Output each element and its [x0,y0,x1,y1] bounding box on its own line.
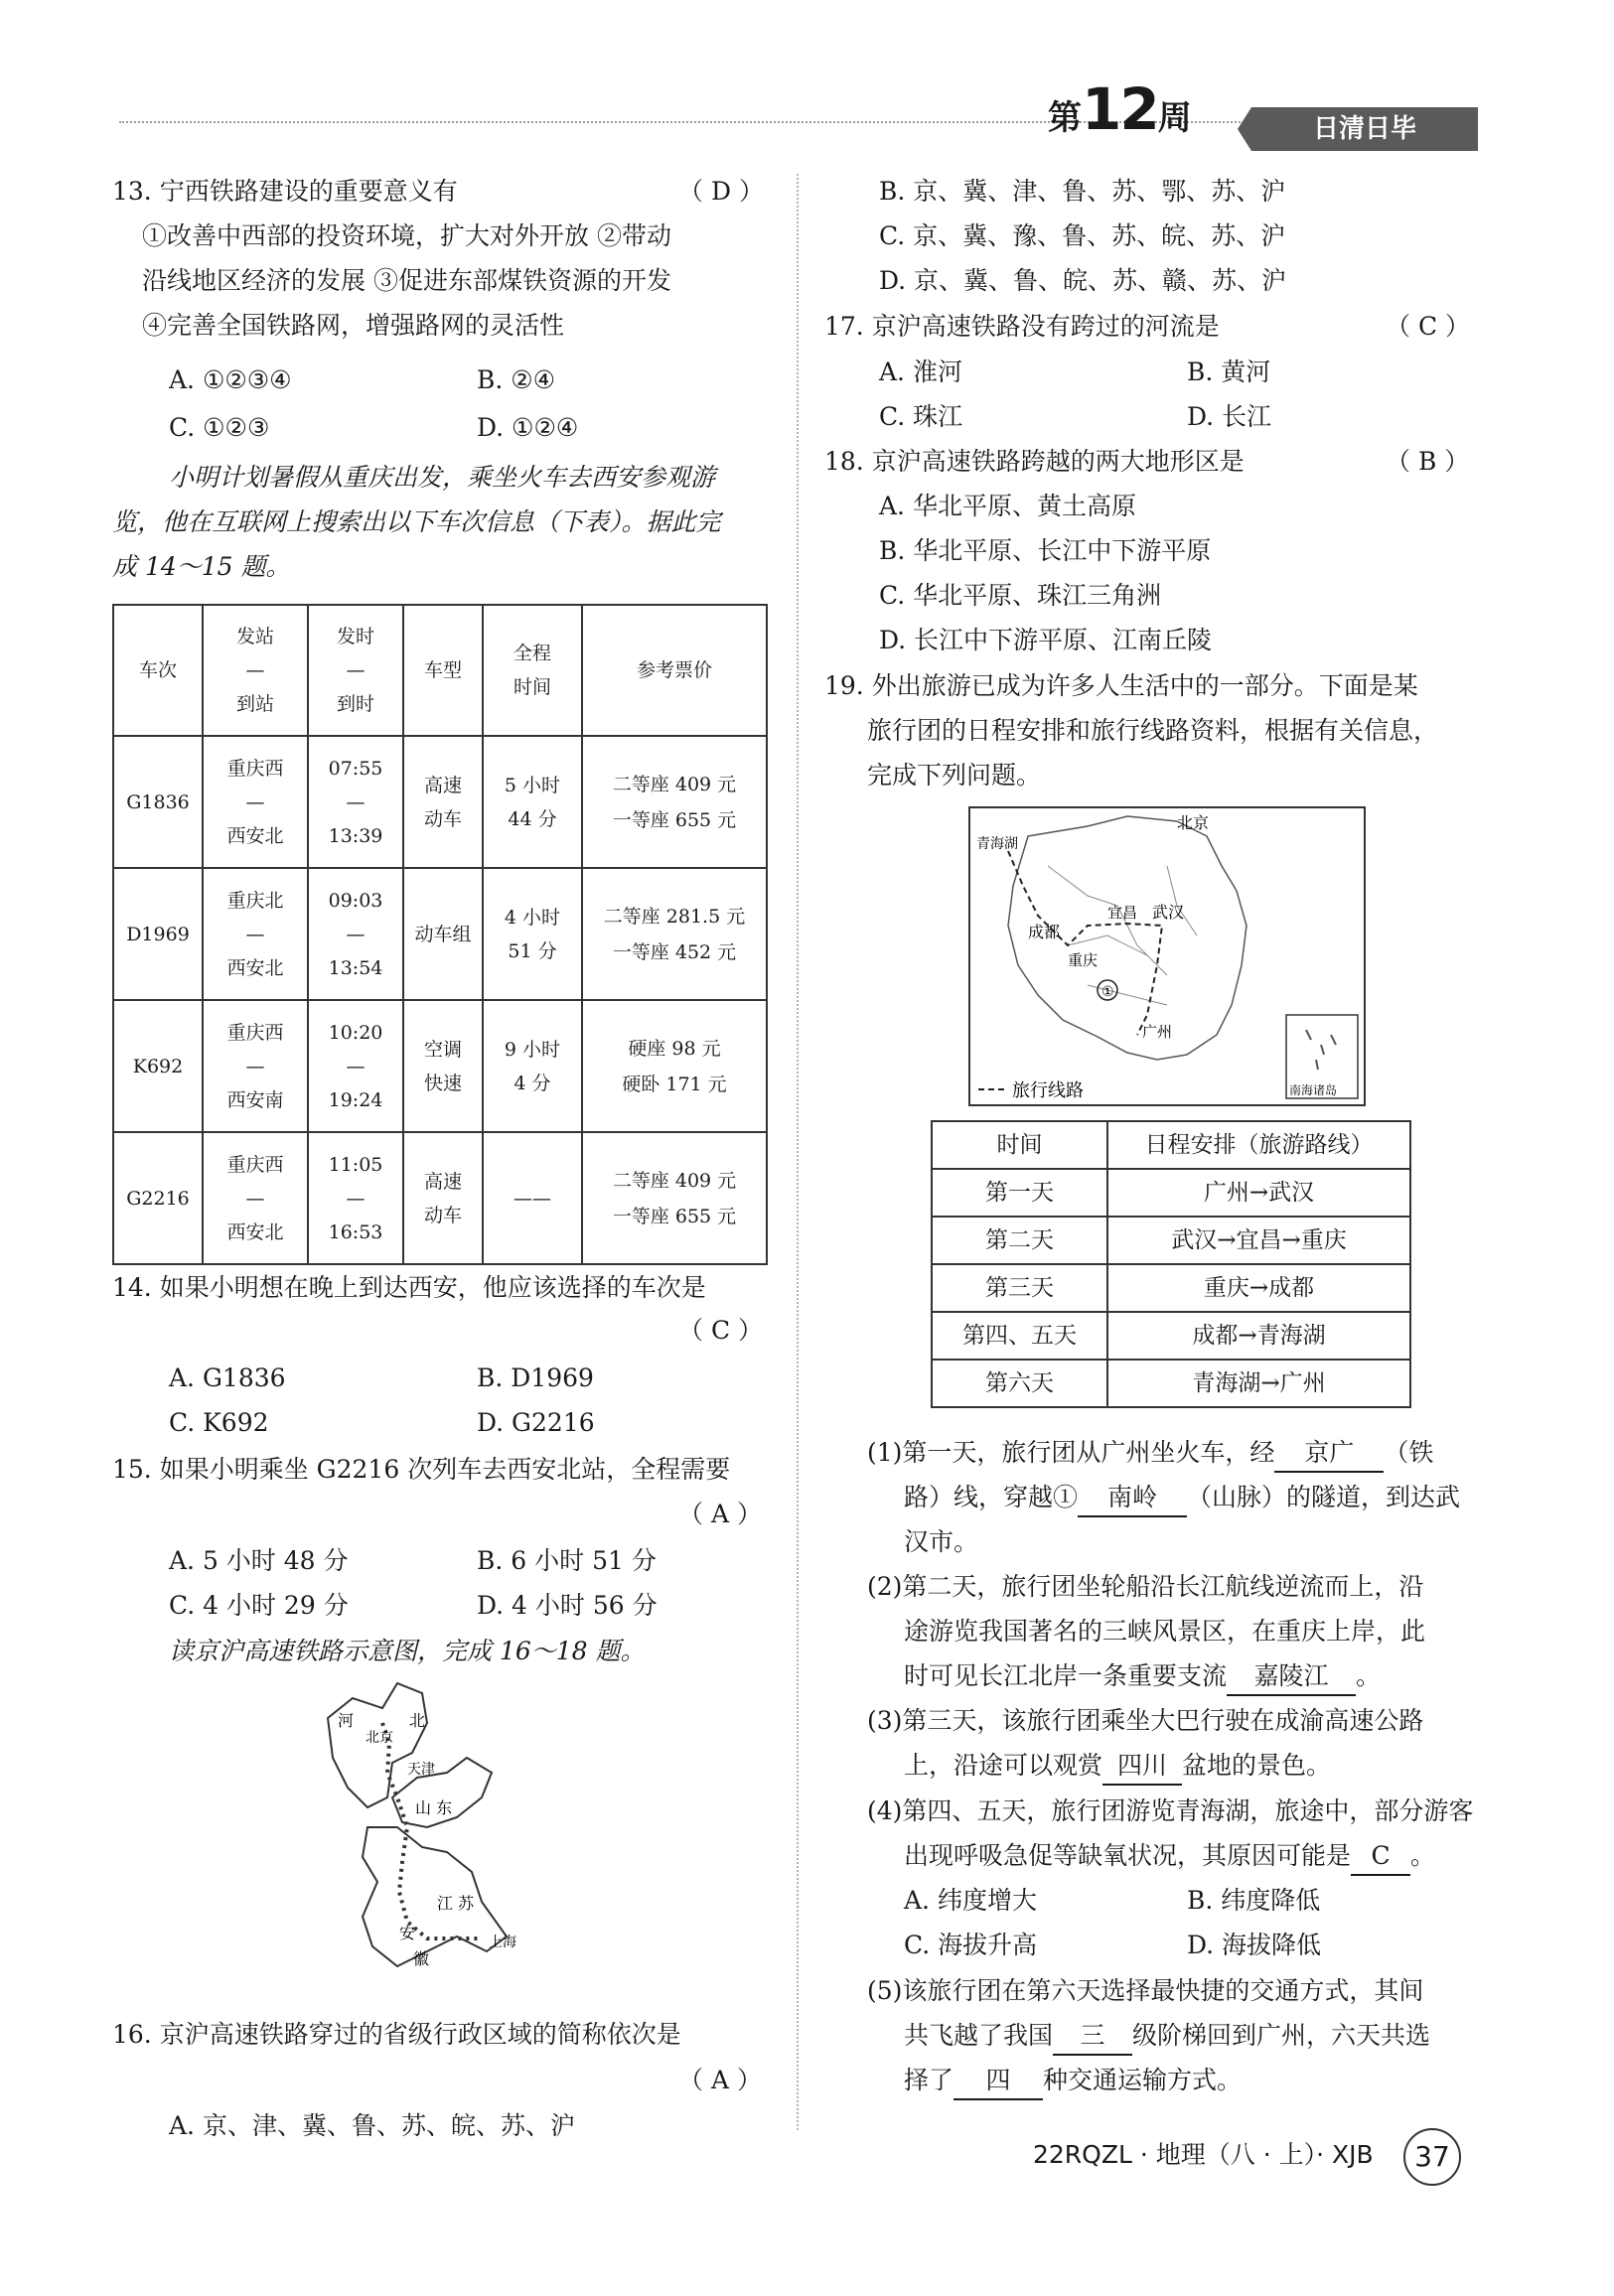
cell-day: 第六天 [932,1360,1107,1407]
q19-sub1-line3: 汉市。 [904,1527,979,1556]
q19-sub1-text1: (1)第一天，旅行团从广州坐火车，经 [867,1438,1275,1467]
map1-label-jiangsu: 江 苏 [437,1894,475,1913]
cell-type-1: 空调 [423,1038,462,1061]
week-suffix: 周 [1157,98,1192,138]
intro-16-18: 读京沪高速铁路示意图，完成 16～18 题。 [169,1637,646,1665]
map1-label-anhui1: 安 [399,1924,416,1942]
cell-day: 第二天 [932,1217,1107,1264]
cell-day: 第四、五天 [932,1312,1107,1360]
cell-price-1: 二等座 409 元 [612,773,737,795]
cell-arr: 13:39 [328,824,383,847]
cell-duration [483,1000,582,1132]
q15-option-c: C. 4 小时 29 分 [169,1591,349,1620]
cell-to: 西安北 [226,1220,284,1243]
week-title [1048,75,1192,148]
q14-answer: （ C ） [678,1316,764,1345]
cell-type-2: 动车 [423,807,462,830]
th-duration-2: 时间 [513,676,551,698]
cell-type [403,1132,483,1264]
q19-sub2-period: 。 [1356,1661,1382,1690]
cell-from: 重庆西 [226,1021,284,1044]
q13-stem: 13. 宁西铁路建设的重要意义有 [112,177,458,206]
table-row [932,1217,1410,1264]
th-duration-1: 全程 [513,643,551,664]
q19-sub4-option-b: B. 纬度降低 [1187,1886,1321,1915]
cell-station [203,1000,308,1132]
q19-sub5-text3: 择了 [904,2066,954,2094]
map2-label-chengdu: 成都 [1028,923,1061,941]
q14-stem: 14. 如果小明想在晚上到达西安，他应该选择的车次是 [112,1273,706,1302]
week-number: 12 [1082,75,1158,143]
q19-sub4-option-c: C. 海拔升高 [904,1931,1038,1959]
map1-label-beijing: 北京 [366,1730,393,1746]
beijing-shanghai-rail-map [308,1678,596,1996]
q19-sub5-text4: 种交通运输方式。 [1043,2066,1243,2094]
cell-time [308,1000,403,1132]
q15-option-b: B. 6 小时 51 分 [477,1546,657,1575]
cell-dep: 11:05 [328,1153,383,1176]
cell-station [203,868,308,1000]
map2-label-yichang: 宜昌 [1107,904,1138,922]
week-prefix: 第 [1048,98,1082,138]
cell-type-2: 动车 [423,1204,462,1226]
q13-answer: （ D ） [678,177,764,206]
th-time-dash: — [346,659,366,681]
cell-type-1: 高速 [423,1170,462,1193]
cell-type [403,1000,483,1132]
cell-arr: 19:24 [328,1088,383,1111]
q19-sub1-line1 [867,1430,1433,1475]
q19-sub1-line2 [904,1475,1460,1519]
th-route: 日程安排（旅游路线） [1107,1121,1410,1169]
map1-label-tianjin: 天津 [407,1762,435,1778]
train-table-header [113,605,767,736]
q19-sub5-answer-modes: 四 [954,2063,1043,2100]
cell-duration-1: —— [514,1187,551,1210]
travel-route-map [968,806,1366,1106]
cell-dash: — [346,923,366,945]
th-duration [483,605,582,736]
train-schedule-table [112,604,768,1265]
q16-option-a: A. 京、津、冀、鲁、苏、皖、苏、沪 [169,2111,575,2140]
map2-label-guangzhou: 广州 [1142,1023,1173,1041]
table-row [113,736,767,868]
q19-sub4-line2 [904,1833,1435,1878]
cell-arr: 13:54 [328,956,383,979]
q15-option-d: D. 4 小时 56 分 [477,1591,658,1620]
badge-arrow [1238,107,1251,151]
map2-label-circle1: ① [1101,984,1114,1000]
q19-sub5-text2: 级阶梯回到广州，六天共选 [1132,2021,1431,2050]
table-row [932,1312,1410,1360]
q19-sub4-text: 出现呼吸急促等缺氧状况，其原因可能是 [904,1841,1352,1870]
cell-price [582,868,767,1000]
cell-to: 西安北 [226,956,284,979]
q19-stem-1: 19. 外出旅游已成为许多人生活中的一部分。下面是某 [824,671,1418,700]
cell-from: 重庆西 [226,1153,284,1176]
q13-option-c: C. ①②③ [169,413,270,442]
q13-body-2: 沿线地区经济的发展 ③促进东部煤铁资源的开发 [142,266,671,295]
cell-type-1: 高速 [423,774,462,796]
map2-label-nanhai: 南海诸岛 [1289,1083,1338,1097]
cell-duration-2: 44 分 [508,807,557,830]
map1-label-anhui2: 徽 [413,1949,430,1968]
map2-label-qinghai: 青海湖 [976,836,1018,852]
cell-price-1: 二等座 281.5 元 [603,905,746,928]
cell-dep: 09:03 [328,889,383,912]
q18-option-b: B. 华北平原、长江中下游平原 [879,536,1212,565]
cell-duration-2: 51 分 [508,939,557,962]
q19-stem-3: 完成下列问题。 [867,761,1042,789]
q14-option-c: C. K692 [169,1408,269,1437]
intro-14-15-line2: 览，他在互联网上搜索出以下车次信息（下表）。据此完 [112,507,721,536]
cell-train: G1836 [113,736,203,868]
cell-price-2: 一等座 655 元 [612,808,737,831]
cell-train: K692 [113,1000,203,1132]
cell-price-1: 二等座 409 元 [612,1169,737,1192]
cell-type [403,868,483,1000]
map1-label-shanghai: 上海 [489,1935,516,1950]
cell-train: G2216 [113,1132,203,1264]
q17-option-a: A. 淮河 [879,358,962,386]
q19-sub3-text1: 上，沿途可以观赏 [904,1751,1103,1780]
cell-route: 广州→武汉 [1107,1169,1410,1217]
q19-sub4-period: 。 [1410,1841,1436,1870]
th-station-dash: — [245,659,265,681]
q14-option-d: D. G2216 [477,1408,595,1437]
th-station-to: 到站 [235,693,274,715]
table-row [113,1000,767,1132]
cell-route: 成都→青海湖 [1107,1312,1410,1360]
q13-body-3: ④完善全国铁路网，增强路网的灵活性 [142,311,565,340]
th-price: 参考票价 [582,605,767,736]
q19-sub3-line2 [904,1743,1331,1788]
q16-option-d: D. 京、冀、鲁、皖、苏、赣、苏、沪 [879,266,1287,295]
q19-sub1-text3: 路）线，穿越① [904,1483,1079,1511]
cell-duration-1: 9 小时 [504,1038,561,1061]
map2-label-chongqing: 重庆 [1068,951,1099,969]
q19-sub2-line1: (2)第二天，旅行团坐轮船沿长江航线逆流而上，沿 [867,1572,1424,1601]
cell-duration-1: 5 小时 [504,774,561,796]
q19-sub1-answer-railway: 京广 [1274,1435,1384,1473]
cell-dash: — [245,923,265,945]
q19-sub5-line3 [904,2058,1242,2102]
q13-body-1: ①改善中西部的投资环境，扩大对外开放 ②带动 [142,221,671,250]
cell-station [203,736,308,868]
q14-option-a: A. G1836 [169,1363,286,1392]
map1-label-shandong: 山 东 [415,1798,453,1817]
q18-option-a: A. 华北平原、黄土高原 [879,492,1136,520]
cell-duration [483,868,582,1000]
q14-option-b: B. D1969 [477,1363,594,1392]
q19-sub1-text2: （铁 [1384,1438,1434,1467]
cell-time [308,1132,403,1264]
cell-station [203,1132,308,1264]
q17-answer: （ C ） [1386,312,1471,341]
cell-price-1: 硬座 98 元 [628,1037,721,1060]
q19-sub4-line1: (4)第四、五天，旅行团游览青海湖，旅途中，部分游客 [867,1796,1474,1825]
cell-day: 第一天 [932,1169,1107,1217]
q19-sub5-text1: 共飞越了我国 [904,2021,1054,2050]
cell-price-2: 一等座 452 元 [612,940,737,963]
q16-stem: 16. 京沪高速铁路穿过的省级行政区域的简称依次是 [112,2020,681,2049]
q19-sub2-line2: 途游览我国著名的三峡风景区，在重庆上岸，此 [904,1617,1426,1646]
th-time-dep: 发时 [336,626,374,647]
th-type: 车型 [403,605,483,736]
cell-route: 武汉→宜昌→重庆 [1107,1217,1410,1264]
th-day: 时间 [932,1121,1107,1169]
q16-option-c: C. 京、冀、豫、鲁、苏、皖、苏、沪 [879,221,1286,250]
q16-answer: （ A ） [678,2066,762,2094]
map2-label-wuhan: 武汉 [1152,903,1185,922]
cell-route: 重庆→成都 [1107,1264,1410,1312]
table-row [932,1169,1410,1217]
cell-arr: 16:53 [328,1220,383,1243]
q19-sub5-answer-steps: 三 [1053,2018,1132,2056]
cell-from: 重庆北 [226,889,284,912]
cell-route: 青海湖→广州 [1107,1360,1410,1407]
table-row [932,1264,1410,1312]
map2-label-beijing: 北京 [1177,813,1210,832]
cell-dep: 10:20 [328,1021,383,1044]
q19-sub3-text2: 盆地的景色。 [1182,1751,1332,1780]
q18-option-d: D. 长江中下游平原、江南丘陵 [879,626,1213,654]
q17-option-d: D. 长江 [1187,402,1272,431]
q17-stem: 17. 京沪高速铁路没有跨过的河流是 [824,312,1220,341]
cell-dash: — [346,1187,366,1210]
q19-stem-2: 旅行团的日程安排和旅行线路资料，根据有关信息， [867,716,1439,745]
province-outline-jiangsu-anhui [363,1827,507,1966]
cell-price-2: 一等座 655 元 [612,1205,737,1227]
q19-sub2-text: 时可见长江北岸一条重要支流 [904,1661,1228,1690]
q19-sub5-line2 [904,2013,1430,2058]
cell-type-2: 快速 [423,1072,462,1094]
page-number: 37 [1403,2128,1461,2186]
q18-answer: （ B ） [1386,447,1470,476]
q19-sub4-option-a: A. 纬度增大 [904,1886,1037,1915]
cell-day: 第三天 [932,1264,1107,1312]
cell-price [582,1000,767,1132]
cell-price-2: 硬卧 171 元 [622,1073,727,1095]
table-row [113,1132,767,1264]
itinerary-header [932,1121,1410,1169]
intro-14-15-line1: 小明计划暑假从重庆出发，乘坐火车去西安参观游 [169,463,716,492]
column-divider [797,174,799,2130]
map2-legend-label: 旅行线路 [1012,1080,1084,1101]
q13-option-a: A. ①②③④ [169,365,292,394]
q17-option-b: B. 黄河 [1187,358,1271,386]
map1-label-hebei2: 北 [409,1711,426,1730]
q13-option-d: D. ①②④ [477,413,579,442]
th-time-arr: 到时 [336,693,374,715]
th-station-from: 发站 [235,626,274,647]
th-time [308,605,403,736]
header-badge: 日清日毕 [1251,107,1478,151]
cell-duration [483,1132,582,1264]
cell-time [308,736,403,868]
cell-type [403,736,483,868]
q15-answer: （ A ） [678,1500,762,1528]
q19-sub2-line3 [904,1653,1381,1698]
cell-dash: — [346,1055,366,1077]
q19-sub1-text4: （山脉）的隧道，到达武 [1187,1483,1461,1511]
cell-duration [483,736,582,868]
q19-sub4-answer: C [1351,1838,1410,1876]
table-row [932,1360,1410,1407]
cell-dash: — [245,790,265,813]
table-row [113,868,767,1000]
q19-sub3-answer-basin: 四川 [1102,1748,1182,1786]
q19-sub1-answer-mountain: 南岭 [1078,1480,1187,1517]
cell-to: 西安南 [226,1088,284,1111]
itinerary-table [931,1120,1411,1408]
q15-stem: 15. 如果小明乘坐 G2216 次列车去西安北站，全程需要 [112,1455,731,1484]
intro-14-15-line3: 成 14～15 题。 [112,552,291,581]
q19-sub4-option-d: D. 海拔降低 [1187,1931,1322,1959]
cell-duration-1: 4 小时 [504,906,561,929]
cell-dash: — [245,1187,265,1210]
cell-dash: — [245,1055,265,1077]
th-station [203,605,308,736]
cell-dep: 07:55 [328,757,383,780]
cell-train: D1969 [113,868,203,1000]
th-train: 车次 [113,605,203,736]
q19-sub5-line1: (5)该旅行团在第六天选择最快捷的交通方式，其间 [867,1976,1424,2005]
cell-price [582,1132,767,1264]
cell-duration-2: 4 分 [514,1072,551,1094]
cell-dash: — [346,790,366,813]
cell-price [582,736,767,868]
cell-from: 重庆西 [226,757,284,780]
q15-option-a: A. 5 小时 48 分 [169,1546,349,1575]
q13-option-b: B. ②④ [477,365,556,394]
map1-label-hebei1: 河 [338,1711,355,1730]
q18-option-c: C. 华北平原、珠江三角洲 [879,581,1162,610]
footer-text: 22RQZL · 地理（八 · 上）· XJB [1033,2140,1374,2169]
cell-time [308,868,403,1000]
cell-to: 西安北 [226,824,284,847]
q19-sub2-answer-river: 嘉陵江 [1227,1658,1356,1696]
q19-sub3-line1: (3)第三天，该旅行团乘坐大巴行驶在成渝高速公路 [867,1706,1424,1735]
q18-stem: 18. 京沪高速铁路跨越的两大地形区是 [824,447,1245,476]
q17-option-c: C. 珠江 [879,402,963,431]
cell-type-1: 动车组 [414,923,472,945]
q16-option-b: B. 京、冀、津、鲁、苏、鄂、苏、沪 [879,177,1286,206]
